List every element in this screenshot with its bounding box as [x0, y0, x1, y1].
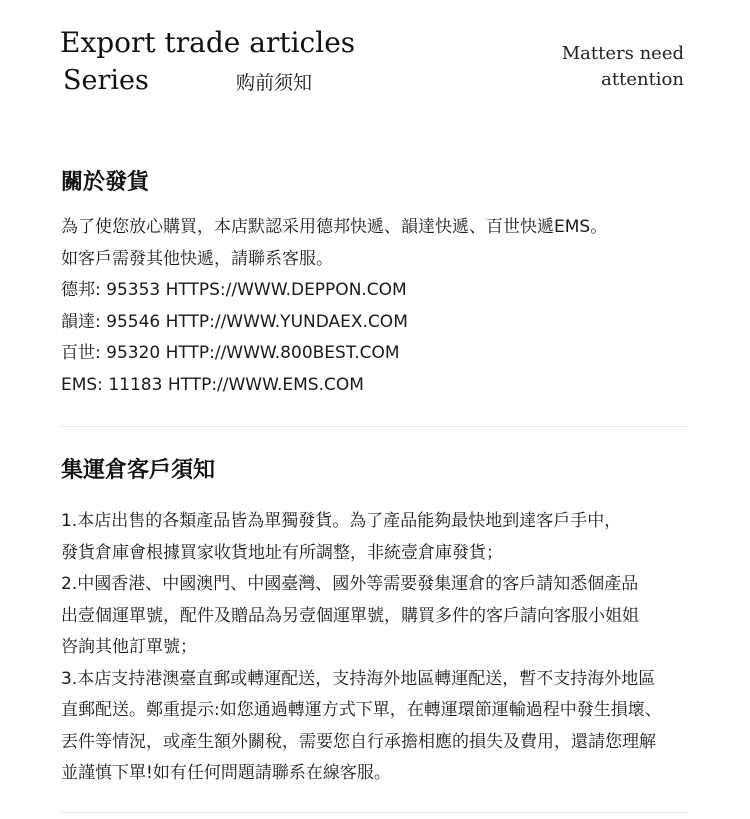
consolidation-section-title: 集運倉客戶須知: [61, 458, 216, 483]
section-divider: [61, 812, 688, 813]
page-header: [0, 0, 750, 110]
consolidation-line: 發貨倉庫會根據買家收貨地址有所調整，非統壹倉庫發貨；: [61, 542, 503, 563]
header-right-line2: attention: [601, 69, 684, 90]
consolidation-section: [61, 456, 691, 790]
shipping-line-ems: EMS: 11183 HTTP://WWW.EMS.COM: [61, 374, 364, 395]
shipping-section: [61, 168, 691, 401]
header-right-line1: Matters need: [561, 43, 684, 64]
consolidation-line: 2.中國香港、中國澳門、中國臺灣、國外等需要發集運倉的客戶請知悉個產品: [61, 574, 639, 594]
shipping-line: 如客戶需發其他快遞，請聯系客服。: [61, 248, 333, 269]
consolidation-line: 咨詢其他訂單號；: [61, 637, 197, 657]
consolidation-line: 3.本店支持港澳臺直郵或轉運配送，支持海外地區轉運配送，暫不支持海外地區: [61, 668, 656, 689]
section-divider: [61, 426, 688, 427]
consolidation-line: 丟件等情況，或產生額外關稅，需要您自行承擔相應的損失及費用，還請您理解: [61, 731, 656, 752]
header-title-line1: Export trade articles: [60, 26, 356, 59]
consolidation-line: 1.本店出售的各類產品皆為單獨發貨。為了產品能夠最快地到達客戶手中，: [61, 511, 622, 531]
shipping-line-deppon: 德邦: 95353 HTTPS://WWW.DEPPON.COM: [61, 280, 407, 300]
shipping-section-body: [61, 212, 691, 401]
shipping-line-yunda: 韻達: 95546 HTTP://WWW.YUNDAEX.COM: [61, 311, 408, 332]
consolidation-line: 直郵配送。鄭重提示:如您通過轉運方式下單，在轉運環節運輸過程中發生損壞、: [61, 700, 662, 720]
shipping-line-best: 百世: 95320 HTTP://WWW.800BEST.COM: [61, 343, 400, 363]
consolidation-line: 出壹個運單號，配件及贈品為另壹個運單號，購買多件的客戶請向客服小姐姐: [61, 605, 639, 626]
shipping-section-title: 關於發貨: [61, 170, 150, 195]
consolidation-line: 並謹慎下單!如有任何問題請聯系在線客服。: [61, 763, 391, 783]
shipping-line: 為了使您放心購買，本店默認采用德邦快遞、韻達快遞、百世快遞EMS。: [61, 217, 608, 237]
consolidation-section-body: [61, 506, 691, 790]
header-subtitle: 购前须知: [236, 72, 313, 94]
header-title-line2: Series: [63, 65, 149, 96]
header-right-caption: [562, 41, 684, 93]
